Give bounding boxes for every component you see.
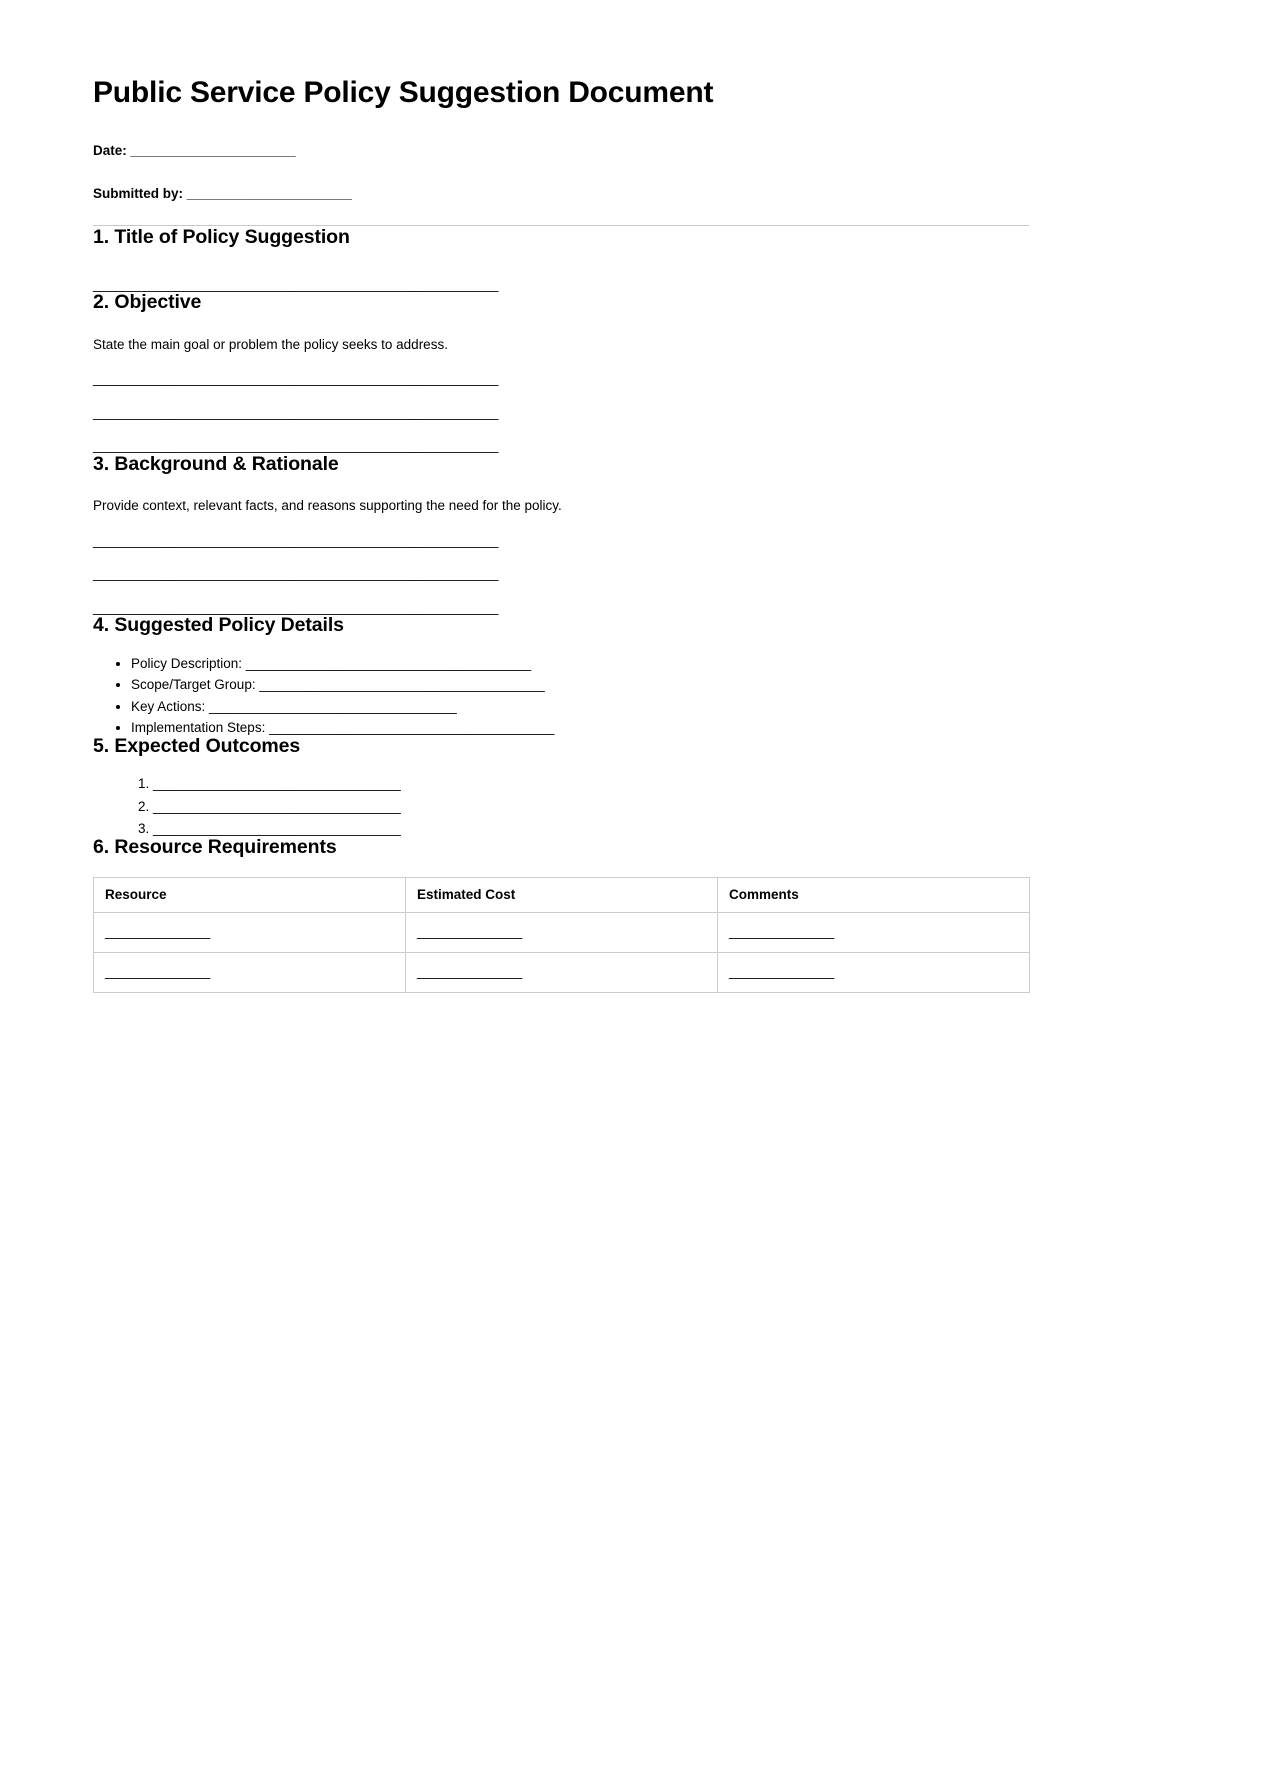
table-cell-estimated-cost[interactable]: ______________ — [406, 913, 718, 953]
submitted-by-blank[interactable]: ______________________ — [186, 186, 352, 202]
blank-line[interactable]: ______________________________________________________ — [93, 438, 499, 454]
date-label: Date: — [93, 142, 131, 158]
list-item[interactable]: 3. _________________________________ — [153, 822, 1029, 836]
section-3-blanks — [93, 534, 1029, 615]
table-row — [94, 953, 1030, 993]
list-item[interactable]: • Implementation Steps: ______________________________________ — [131, 721, 1029, 735]
column-header-estimated-cost: Estimated Cost — [406, 878, 718, 913]
blank-line[interactable]: ______________________________________________________ — [93, 566, 499, 582]
date-field-row — [93, 142, 1029, 160]
table-cell-resource[interactable]: ______________ — [94, 953, 406, 993]
section-heading-2: 2. Objective — [93, 291, 202, 314]
list-item[interactable]: 1. _________________________________ — [153, 777, 1029, 791]
list-item[interactable]: • Key Actions: _________________________________ — [131, 700, 1029, 714]
section-3-description: Provide context, relevant facts, and reasons supporting the need for the policy. — [93, 498, 562, 514]
section-2-description: State the main goal or problem the policy seeks to address. — [93, 336, 448, 352]
table-cell-resource[interactable]: ______________ — [94, 913, 406, 953]
section-heading-1: 1. Title of Policy Suggestion — [93, 225, 350, 248]
section-2-blanks — [93, 372, 1029, 453]
section-heading-6: 6. Resource Requirements — [93, 835, 337, 858]
document-page — [93, 0, 1029, 993]
table-cell-comments[interactable]: ______________ — [718, 913, 1030, 953]
resource-requirements-table — [93, 877, 1030, 993]
section-heading-4: 4. Suggested Policy Details — [93, 614, 344, 637]
list-item[interactable]: 2. _________________________________ — [153, 800, 1029, 814]
list-item[interactable]: • Scope/Target Group: ______________________________________ — [131, 678, 1029, 692]
table-cell-comments[interactable]: ______________ — [718, 953, 1030, 993]
submitted-by-label: Submitted by: — [93, 186, 187, 202]
submitted-by-field-row — [93, 185, 1029, 203]
column-header-comments: Comments — [718, 878, 1030, 913]
table-header-row — [94, 878, 1030, 913]
blank-line[interactable]: ______________________________________________________ — [93, 371, 499, 387]
blank-line[interactable]: ______________________________________________________ — [93, 404, 499, 420]
section-heading-5: 5. Expected Outcomes — [93, 734, 301, 757]
section-1-blanks — [93, 278, 1029, 292]
table-cell-estimated-cost[interactable]: ______________ — [406, 953, 718, 993]
column-header-resource: Resource — [94, 878, 406, 913]
policy-details-list — [93, 657, 1029, 735]
table-row — [94, 913, 1030, 953]
page-title: Public Service Policy Suggestion Document — [93, 76, 714, 109]
section-heading-3: 3. Background & Rationale — [93, 452, 339, 475]
expected-outcomes-list — [93, 777, 1029, 836]
blank-line[interactable]: ______________________________________________________ — [93, 276, 499, 292]
list-item[interactable]: • Policy Description: ______________________________________ — [131, 657, 1029, 671]
date-blank[interactable]: ______________________ — [130, 142, 296, 158]
blank-line[interactable]: ______________________________________________________ — [93, 599, 499, 615]
blank-line[interactable]: ______________________________________________________ — [93, 532, 499, 548]
